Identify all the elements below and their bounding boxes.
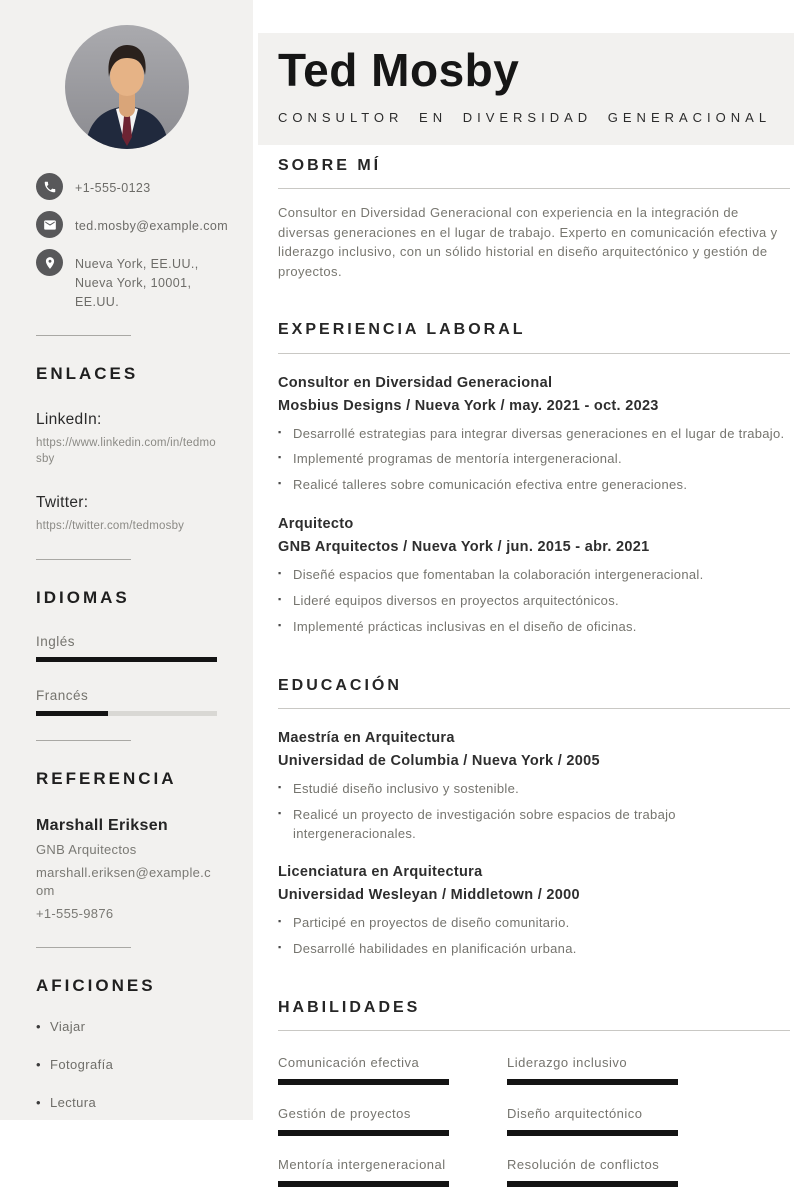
main-column xyxy=(253,0,794,1173)
reference-name: Marshall Eriksen xyxy=(36,816,168,834)
job-bullet: ▪ Realicé talleres sobre comunicación efectiva entre generaciones. xyxy=(278,476,790,495)
degree-title: Maestría en Arquitectura xyxy=(278,729,455,746)
skill-level-bar xyxy=(278,1130,449,1136)
languages-heading: IDIOMAS xyxy=(36,587,130,607)
section-divider xyxy=(278,188,790,189)
linkedin-label: LinkedIn: xyxy=(36,411,102,429)
job-bullet: ▪ Desarrollé estrategias para integrar diversas generaciones en el lugar de trabajo. xyxy=(278,425,790,444)
email-icon xyxy=(36,211,63,238)
language-level-track xyxy=(36,711,217,716)
skill-level-track xyxy=(507,1181,678,1187)
language-level-bar xyxy=(36,711,108,716)
education-entry xyxy=(278,730,790,844)
skill-name: Mentoría intergeneracional xyxy=(278,1157,446,1173)
contact-section xyxy=(36,173,229,311)
language-item xyxy=(36,688,217,716)
experience-section xyxy=(278,321,790,636)
links-heading: ENLACES xyxy=(36,364,139,384)
sidebar-divider xyxy=(36,947,131,948)
skill-level-track xyxy=(507,1079,678,1085)
degree-meta: Universidad Wesleyan / Middletown / 2000 xyxy=(278,887,580,904)
hobbies-list xyxy=(36,1019,217,1110)
job-entry xyxy=(278,516,790,637)
job-bullet: ▪ Lideré equipos diversos en proyectos arquitectónicos. xyxy=(278,592,790,611)
job-bullet: ▪ Implementé programas de mentoría intergeneracional. xyxy=(278,450,790,469)
twitter-url[interactable]: https://twitter.com/tedmosby xyxy=(36,520,185,533)
language-name: Francés xyxy=(36,687,89,703)
education-section xyxy=(278,677,790,959)
header-band xyxy=(258,33,794,145)
job-bullets xyxy=(278,425,790,496)
sidebar-divider xyxy=(36,335,131,336)
skill-level-track xyxy=(278,1130,449,1136)
skill-item xyxy=(278,1106,449,1136)
section-divider xyxy=(278,708,790,709)
experience-heading: EXPERIENCIA LABORAL xyxy=(278,321,526,339)
skill-level-track xyxy=(507,1130,678,1136)
person-title: CONSULTOR EN DIVERSIDAD GENERACIONAL xyxy=(278,110,772,125)
sidebar-divider xyxy=(36,740,131,741)
language-level-track xyxy=(36,657,217,662)
reference-company: GNB Arquitectos xyxy=(36,841,137,857)
skill-level-bar xyxy=(507,1130,678,1136)
education-heading: EDUCACIÓN xyxy=(278,676,402,694)
degree-meta: Universidad de Columbia / Nueva York / 2005 xyxy=(278,752,600,769)
language-level-bar xyxy=(36,657,217,662)
reference-heading: REFERENCIA xyxy=(36,768,177,788)
language-item xyxy=(36,634,217,662)
location-line: Nueva York, 10001, xyxy=(75,275,192,290)
hobbies-section xyxy=(36,976,217,1110)
hobbies-heading: AFICIONES xyxy=(36,975,156,995)
skills-grid xyxy=(278,1055,790,1187)
contact-phone-row xyxy=(36,173,217,200)
linkedin-url[interactable]: https://www.linkedin.com/in/tedmosby xyxy=(36,437,216,465)
job-title: Arquitecto xyxy=(278,516,354,533)
hobby-item: • Viajar xyxy=(36,1019,217,1034)
section-divider xyxy=(278,1030,790,1031)
education-entry xyxy=(278,864,790,959)
sidebar xyxy=(0,0,253,1120)
job-bullet: ▪ Implementé prácticas inclusivas en el diseño de oficinas. xyxy=(278,618,790,637)
language-name: Inglés xyxy=(36,633,76,649)
job-meta: GNB Arquitectos / Nueva York / jun. 2015 - abr. 2021 xyxy=(278,539,650,556)
location-value xyxy=(75,249,199,311)
skill-item xyxy=(507,1106,678,1136)
contact-location-row xyxy=(36,249,217,311)
skill-item xyxy=(278,1157,449,1187)
reference-phone: +1-555-9876 xyxy=(36,906,114,922)
job-meta: Mosbius Designs / Nueva York / may. 2021 - oct. 2023 xyxy=(278,397,659,414)
hobby-item: • Fotografía xyxy=(36,1057,217,1072)
person-name: Ted Mosby xyxy=(278,44,520,96)
languages-section xyxy=(36,588,217,716)
skill-name: Liderazgo inclusivo xyxy=(507,1055,628,1071)
degree-title: Licenciatura en Arquitectura xyxy=(278,864,483,881)
location-icon xyxy=(36,249,63,276)
hobby-item: • Lectura xyxy=(36,1095,217,1110)
links-section xyxy=(36,364,217,535)
sidebar-divider xyxy=(36,559,131,560)
location-line: EE.UU. xyxy=(75,294,120,309)
job-title: Consultor en Diversidad Generacional xyxy=(278,374,553,391)
skill-level-bar xyxy=(507,1181,678,1187)
email-value: ted.mosby@example.com xyxy=(75,219,229,233)
skill-level-bar xyxy=(278,1079,449,1085)
skill-name: Resolución de conflictos xyxy=(507,1157,660,1173)
about-section xyxy=(278,157,790,281)
about-heading: SOBRE MÍ xyxy=(278,157,382,174)
section-divider xyxy=(278,353,790,354)
about-text: Consultor en Diversidad Generacional con experiencia en la integración de diversas generaciones en el lugar de trabajo. Experto en comunicación efectiva y liderazgo inclusivo, con un sólido historial en diseño arquitectónico y gestión de proyectos. xyxy=(278,205,778,279)
job-bullets xyxy=(278,566,790,637)
skill-item xyxy=(278,1055,449,1085)
location-line: Nueva York, EE.UU., xyxy=(75,257,199,271)
skill-level-bar xyxy=(278,1181,449,1187)
profile-photo xyxy=(65,25,189,149)
degree-bullets xyxy=(278,780,790,844)
skills-heading: HABILIDADES xyxy=(278,999,421,1017)
degree-bullet: ▪ Participé en proyectos de diseño comunitario. xyxy=(278,914,790,933)
skill-name: Gestión de proyectos xyxy=(278,1106,411,1122)
skill-item xyxy=(507,1157,678,1187)
reference-email: marshall.eriksen@example.com xyxy=(36,865,211,898)
job-bullet: ▪ Diseñé espacios que fomentaban la colaboración intergeneracional. xyxy=(278,566,790,585)
skill-level-track xyxy=(278,1181,449,1187)
degree-bullets xyxy=(278,914,790,959)
main-content xyxy=(253,157,794,1187)
skill-item xyxy=(507,1055,678,1085)
skill-name: Comunicación efectiva xyxy=(278,1055,420,1071)
reference-section xyxy=(36,769,217,923)
skills-section xyxy=(278,999,790,1187)
skill-name: Diseño arquitectónico xyxy=(507,1106,643,1122)
degree-bullet: ▪ Estudié diseño inclusivo y sostenible. xyxy=(278,780,790,799)
twitter-label: Twitter: xyxy=(36,494,89,512)
contact-email-row xyxy=(36,211,229,238)
skill-level-bar xyxy=(507,1079,678,1085)
degree-bullet: ▪ Realicé un proyecto de investigación sobre espacios de trabajo intergeneracionales. xyxy=(278,806,790,844)
phone-icon xyxy=(36,173,63,200)
skill-level-track xyxy=(278,1079,449,1085)
degree-bullet: ▪ Desarrollé habilidades en planificación urbana. xyxy=(278,940,790,959)
job-entry xyxy=(278,375,790,496)
phone-value: +1-555-0123 xyxy=(75,181,151,195)
